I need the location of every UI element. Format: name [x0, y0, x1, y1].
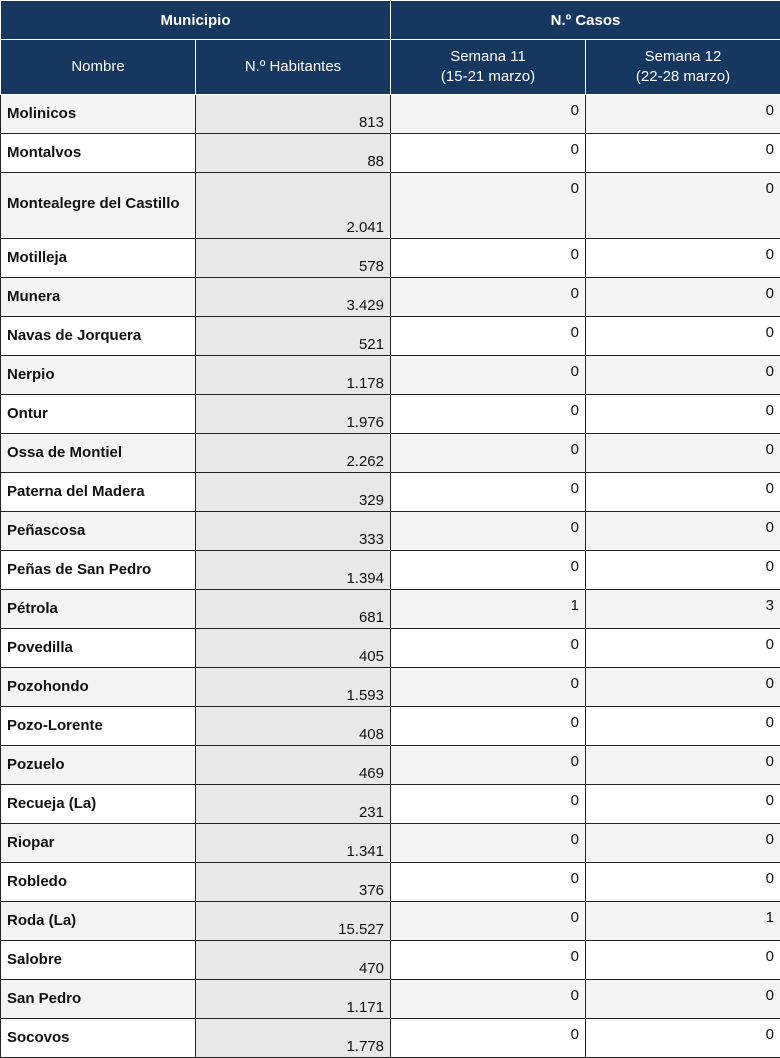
- cell-nombre: Salobre: [1, 941, 196, 980]
- cell-habitantes: 578: [196, 239, 391, 278]
- cell-semana12: 1: [586, 902, 780, 941]
- table-row: [1, 785, 780, 824]
- cell-nombre: Navas de Jorquera: [1, 317, 196, 356]
- cell-semana12: 0: [586, 785, 780, 824]
- cell-habitantes: 1.593: [196, 668, 391, 707]
- cell-habitantes: 1.778: [196, 1019, 391, 1058]
- header-semana12-range: (22-28 marzo): [635, 68, 731, 85]
- cell-habitantes: 1.178: [196, 356, 391, 395]
- cell-semana12: 0: [586, 356, 780, 395]
- cell-habitantes: 1.341: [196, 824, 391, 863]
- cell-nombre: Pozohondo: [1, 668, 196, 707]
- table-row: [1, 95, 780, 134]
- cell-nombre: Socovos: [1, 1019, 196, 1058]
- table-row: [1, 590, 780, 629]
- cell-semana11: 0: [391, 551, 586, 590]
- cell-semana11: 0: [391, 512, 586, 551]
- table-row: [1, 707, 780, 746]
- cell-semana12: 0: [586, 824, 780, 863]
- cell-semana11: 0: [391, 1019, 586, 1058]
- cell-nombre: Recueja (La): [1, 785, 196, 824]
- cell-semana12: 0: [586, 707, 780, 746]
- table-row: [1, 824, 780, 863]
- cell-nombre: Povedilla: [1, 629, 196, 668]
- cell-habitantes: 88: [196, 134, 391, 173]
- cell-nombre: Molinicos: [1, 95, 196, 134]
- header-nombre: Nombre: [1, 40, 196, 95]
- cell-semana12: 0: [586, 512, 780, 551]
- table-row: [1, 173, 780, 239]
- cell-nombre: Pétrola: [1, 590, 196, 629]
- table-row: [1, 746, 780, 785]
- cell-semana11: 0: [391, 173, 586, 239]
- table-row: [1, 629, 780, 668]
- cell-semana12: 0: [586, 134, 780, 173]
- cell-semana11: 0: [391, 95, 586, 134]
- cell-habitantes: 405: [196, 629, 391, 668]
- table-row: [1, 134, 780, 173]
- cell-nombre: Paterna del Madera: [1, 473, 196, 512]
- cell-semana11: 0: [391, 317, 586, 356]
- cell-semana11: 1: [391, 590, 586, 629]
- header-semana12-label: Semana 12: [644, 48, 722, 65]
- table-row: [1, 473, 780, 512]
- cell-habitantes: 1.394: [196, 551, 391, 590]
- cell-nombre: Riopar: [1, 824, 196, 863]
- header-group-row: [1, 1, 780, 40]
- cell-semana11: 0: [391, 980, 586, 1019]
- table-row: [1, 980, 780, 1019]
- cell-semana11: 0: [391, 863, 586, 902]
- table-row: [1, 317, 780, 356]
- cell-semana12: 0: [586, 746, 780, 785]
- cell-semana11: 0: [391, 278, 586, 317]
- cell-semana11: 0: [391, 434, 586, 473]
- table-row: [1, 863, 780, 902]
- cell-semana12: 0: [586, 395, 780, 434]
- cell-semana11: 0: [391, 707, 586, 746]
- cell-habitantes: 408: [196, 707, 391, 746]
- cell-nombre: Nerpio: [1, 356, 196, 395]
- cell-semana12: 0: [586, 278, 780, 317]
- header-semana11-label: Semana 11: [450, 48, 526, 65]
- cell-semana12: 0: [586, 239, 780, 278]
- table-row: [1, 551, 780, 590]
- cell-semana11: 0: [391, 785, 586, 824]
- cell-habitantes: 333: [196, 512, 391, 551]
- cell-semana11: 0: [391, 668, 586, 707]
- cell-semana11: 0: [391, 824, 586, 863]
- header-habitantes: N.º Habitantes: [196, 40, 391, 95]
- cell-semana11: 0: [391, 356, 586, 395]
- cell-habitantes: 1.976: [196, 395, 391, 434]
- cell-semana11: 0: [391, 473, 586, 512]
- cell-semana11: 0: [391, 629, 586, 668]
- table-row: [1, 941, 780, 980]
- cell-semana11: 0: [391, 746, 586, 785]
- table-row: [1, 356, 780, 395]
- cell-nombre: Munera: [1, 278, 196, 317]
- cell-habitantes: 813: [196, 95, 391, 134]
- cell-habitantes: 2.041: [196, 173, 391, 239]
- cell-habitantes: 231: [196, 785, 391, 824]
- cell-semana11: 0: [391, 902, 586, 941]
- cell-nombre: Pozo-Lorente: [1, 707, 196, 746]
- cell-habitantes: 1.171: [196, 980, 391, 1019]
- table-row: [1, 239, 780, 278]
- cell-semana11: 0: [391, 941, 586, 980]
- cell-semana12: 0: [586, 941, 780, 980]
- cell-semana12: 0: [586, 434, 780, 473]
- cell-semana12: 0: [586, 473, 780, 512]
- cell-semana12: 3: [586, 590, 780, 629]
- table-row: [1, 395, 780, 434]
- cell-semana12: 0: [586, 317, 780, 356]
- cell-habitantes: 15.527: [196, 902, 391, 941]
- cell-semana12: 0: [586, 173, 780, 239]
- cell-semana12: 0: [586, 95, 780, 134]
- cell-habitantes: 681: [196, 590, 391, 629]
- table-row: [1, 1019, 780, 1058]
- cell-semana12: 0: [586, 1019, 780, 1058]
- cell-habitantes: 2.262: [196, 434, 391, 473]
- cell-habitantes: 469: [196, 746, 391, 785]
- cell-nombre: Ontur: [1, 395, 196, 434]
- table-row: [1, 668, 780, 707]
- cell-semana12: 0: [586, 629, 780, 668]
- table-body: [1, 95, 780, 1058]
- cell-nombre: Robledo: [1, 863, 196, 902]
- cell-semana12: 0: [586, 551, 780, 590]
- cell-semana11: 0: [391, 395, 586, 434]
- table-row: [1, 434, 780, 473]
- cell-nombre: Roda (La): [1, 902, 196, 941]
- cell-habitantes: 470: [196, 941, 391, 980]
- cell-nombre: Montalvos: [1, 134, 196, 173]
- table-row: [1, 902, 780, 941]
- header-semana12: [586, 40, 780, 95]
- table-row: [1, 278, 780, 317]
- cell-semana12: 0: [586, 668, 780, 707]
- cell-semana11: 0: [391, 239, 586, 278]
- cell-habitantes: 376: [196, 863, 391, 902]
- cell-nombre: Montealegre del Castillo: [1, 173, 196, 239]
- header-semana11: [391, 40, 586, 95]
- header-sub-row: [1, 40, 780, 95]
- cell-nombre: Motilleja: [1, 239, 196, 278]
- cell-nombre: San Pedro: [1, 980, 196, 1019]
- cell-habitantes: 329: [196, 473, 391, 512]
- header-municipio: Municipio: [1, 1, 391, 40]
- header-casos: N.º Casos: [391, 1, 780, 40]
- cell-nombre: Ossa de Montiel: [1, 434, 196, 473]
- header-semana11-range: (15-21 marzo): [440, 68, 536, 85]
- cell-habitantes: 521: [196, 317, 391, 356]
- cell-nombre: Peñas de San Pedro: [1, 551, 196, 590]
- cell-habitantes: 3.429: [196, 278, 391, 317]
- cell-semana12: 0: [586, 863, 780, 902]
- cell-nombre: Pozuelo: [1, 746, 196, 785]
- cell-nombre: Peñascosa: [1, 512, 196, 551]
- cell-semana12: 0: [586, 980, 780, 1019]
- cell-semana11: 0: [391, 134, 586, 173]
- table-row: [1, 512, 780, 551]
